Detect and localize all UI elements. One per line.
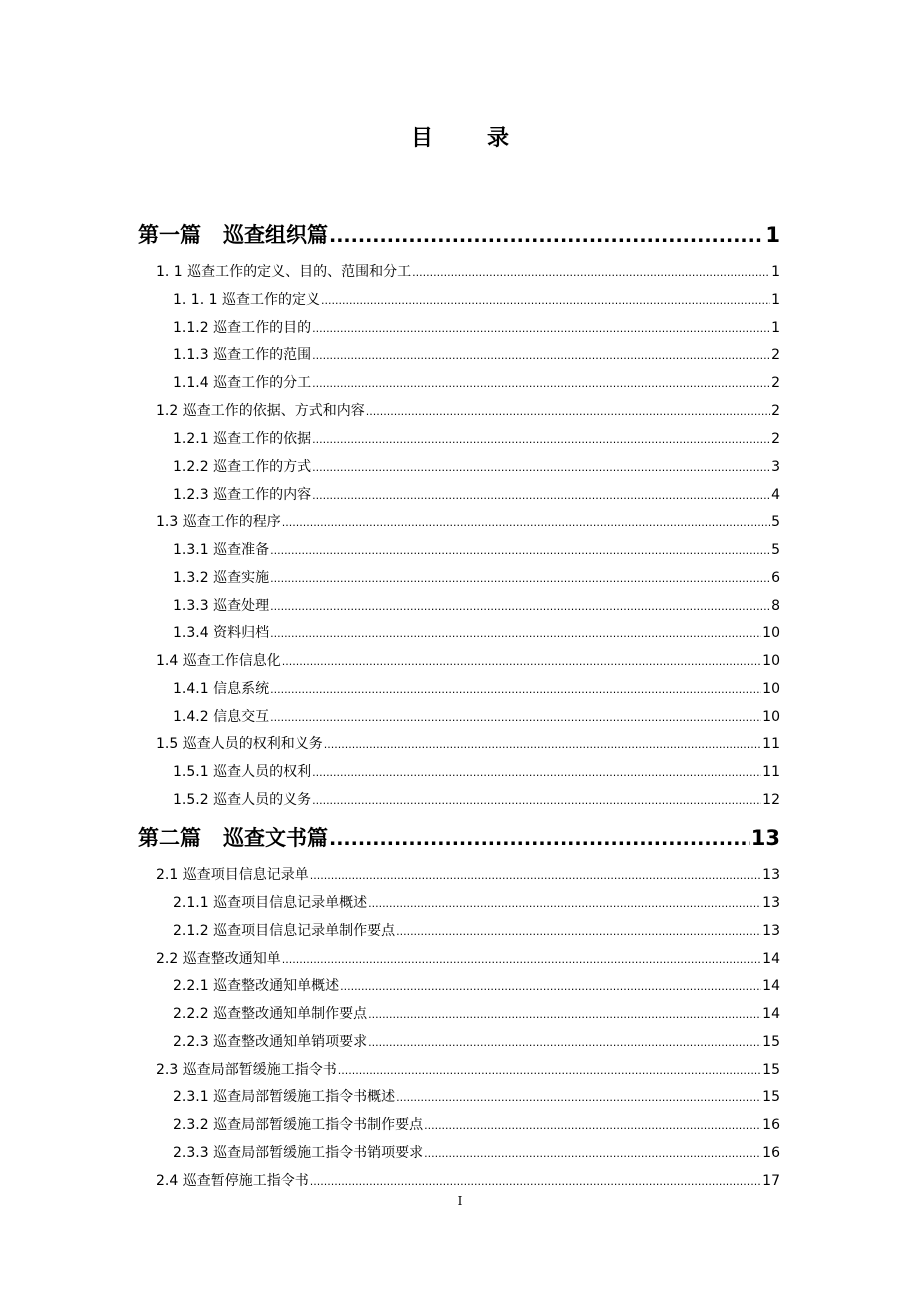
toc-entry[interactable]	[173, 678, 780, 698]
toc-leader	[312, 377, 770, 390]
toc-num: 2.3.3	[173, 1145, 209, 1161]
toc-num: 1. 1	[156, 264, 183, 280]
toc-page: 5	[771, 514, 780, 530]
toc-leader	[282, 516, 770, 529]
toc-leader	[412, 266, 770, 279]
toc-page: 10	[762, 653, 780, 669]
toc-entry[interactable]	[173, 317, 780, 337]
toc-num: 2.1	[156, 867, 179, 883]
toc-text: 巡查组织篇	[223, 223, 328, 247]
toc-num: 1.2.3	[173, 487, 209, 503]
toc-num: 1.1.3	[173, 347, 209, 363]
toc-leader	[329, 225, 764, 247]
toc-page: 13	[762, 867, 780, 883]
toc-num: 第一篇	[138, 223, 201, 247]
toc-entry[interactable]	[173, 706, 780, 726]
toc-text: 信息系统	[213, 681, 270, 697]
toc-num: 第二篇	[138, 826, 201, 850]
toc-num: 1.2.2	[173, 459, 209, 475]
toc-entry[interactable]	[173, 456, 780, 476]
toc-page: 1	[771, 320, 780, 336]
toc-leader	[321, 294, 770, 307]
toc-entry[interactable]	[156, 650, 780, 670]
toc-page: 6	[771, 570, 780, 586]
toc-text: 巡查整改通知单	[182, 951, 281, 967]
toc-text: 巡查处理	[213, 598, 270, 614]
toc-text: 资料归档	[213, 625, 270, 641]
toc-entry[interactable]	[173, 1031, 780, 1051]
toc-leader	[368, 897, 761, 910]
toc-leader	[270, 544, 770, 557]
toc-num: 1.4	[156, 653, 179, 669]
toc-leader	[312, 766, 761, 779]
toc-text: 巡查工作的程序	[182, 514, 281, 530]
toc-text: 巡查工作的定义	[221, 292, 320, 308]
toc-entry[interactable]	[173, 428, 780, 448]
toc-leader	[312, 349, 770, 362]
toc-entry[interactable]	[173, 372, 780, 392]
toc-entry[interactable]	[173, 344, 780, 364]
toc-page: 8	[771, 598, 780, 614]
toc-part-2[interactable]	[138, 822, 780, 852]
toc-page: 2	[771, 347, 780, 363]
toc-leader	[324, 738, 761, 751]
toc-page: 13	[762, 923, 780, 939]
toc-page: 14	[762, 951, 780, 967]
toc-num: 2.2.1	[173, 978, 209, 994]
toc-num: 1.3	[156, 514, 179, 530]
toc-leader	[424, 1147, 761, 1160]
toc-entry[interactable]	[173, 1003, 780, 1023]
toc-text: 巡查实施	[213, 570, 270, 586]
toc-entry[interactable]	[173, 595, 780, 615]
toc-leader	[396, 1091, 761, 1104]
toc-entry[interactable]	[173, 975, 780, 995]
toc-text: 巡查整改通知单制作要点	[213, 1006, 368, 1022]
toc-num: 2.3.2	[173, 1117, 209, 1133]
toc-page: 5	[771, 542, 780, 558]
toc-entry[interactable]	[156, 400, 780, 420]
toc-leader	[312, 433, 770, 446]
toc-num: 2.4	[156, 1173, 179, 1189]
toc-leader	[270, 683, 761, 696]
toc-text: 巡查工作信息化	[182, 653, 281, 669]
toc-num: 2.3.1	[173, 1089, 209, 1105]
toc-text: 巡查工作的内容	[213, 487, 312, 503]
toc-text: 巡查整改通知单销项要求	[213, 1034, 368, 1050]
toc-page: 15	[762, 1034, 780, 1050]
toc-text: 巡查工作的定义、目的、范围和分工	[187, 264, 412, 280]
toc-leader	[310, 1175, 761, 1188]
toc-leader	[282, 953, 761, 966]
toc-leader	[282, 655, 761, 668]
toc-page: 15	[762, 1089, 780, 1105]
toc-entry[interactable]	[156, 733, 780, 753]
toc-page: 11	[762, 764, 780, 780]
toc-page: 1	[765, 223, 780, 247]
toc-page: 1	[771, 292, 780, 308]
toc-num: 1.2	[156, 403, 179, 419]
toc-num: 1.3.3	[173, 598, 209, 614]
toc-leader	[338, 1064, 761, 1077]
toc-leader	[329, 828, 750, 850]
toc-text: 巡查局部暂缓施工指令书	[182, 1062, 337, 1078]
toc-num: 1.3.2	[173, 570, 209, 586]
toc-page: 12	[762, 792, 780, 808]
toc-text: 巡查工作的目的	[213, 320, 312, 336]
toc-num: 1.1.4	[173, 375, 209, 391]
toc-page: 4	[771, 487, 780, 503]
toc-num: 2.2.3	[173, 1034, 209, 1050]
toc-page: 13	[750, 826, 780, 850]
toc-entry[interactable]	[173, 567, 780, 587]
toc-num: 2.1.2	[173, 923, 209, 939]
toc-page: 14	[762, 978, 780, 994]
toc-text: 信息交互	[213, 709, 270, 725]
toc-leader	[368, 1036, 761, 1049]
toc-num: 1.2.1	[173, 431, 209, 447]
toc-text: 巡查局部暂缓施工指令书概述	[213, 1089, 396, 1105]
toc-entry[interactable]	[173, 761, 780, 781]
toc-entry[interactable]	[173, 789, 780, 809]
toc-num: 2.3	[156, 1062, 179, 1078]
toc-num: 1.3.4	[173, 625, 209, 641]
toc-entry[interactable]	[156, 864, 780, 884]
toc-page: 2	[771, 375, 780, 391]
toc-num: 1.5.2	[173, 792, 209, 808]
toc-text: 巡查人员的权利	[213, 764, 312, 780]
toc-leader	[366, 405, 770, 418]
toc-num: 1.5.1	[173, 764, 209, 780]
toc-entry[interactable]	[173, 892, 780, 912]
toc-entry[interactable]	[173, 539, 780, 559]
toc-page: 14	[762, 1006, 780, 1022]
toc-text: 巡查文书篇	[223, 826, 328, 850]
toc-leader	[270, 572, 770, 585]
toc-text: 巡查工作的方式	[213, 459, 312, 475]
toc-entry[interactable]	[156, 948, 780, 968]
toc-text: 巡查项目信息记录单概述	[213, 895, 368, 911]
toc-page: 16	[762, 1117, 780, 1133]
toc-leader	[312, 461, 770, 474]
toc-text: 巡查工作的依据	[213, 431, 312, 447]
title-char-2: 录	[487, 126, 510, 151]
toc-leader	[312, 322, 770, 335]
toc-entry[interactable]	[173, 920, 780, 940]
toc-leader	[312, 794, 761, 807]
toc-num: 2.2.2	[173, 1006, 209, 1022]
toc-leader	[396, 925, 761, 938]
toc-page: 1	[771, 264, 780, 280]
toc-page: 10	[762, 625, 780, 641]
toc-page: 3	[771, 459, 780, 475]
toc-page: 11	[762, 736, 780, 752]
toc-text: 巡查准备	[213, 542, 270, 558]
toc-text: 巡查项目信息记录单制作要点	[213, 923, 396, 939]
toc-entry[interactable]	[156, 1059, 780, 1079]
toc-text: 巡查暂停施工指令书	[182, 1173, 309, 1189]
toc-leader	[368, 1008, 761, 1021]
toc-text: 巡查局部暂缓施工指令书制作要点	[213, 1117, 424, 1133]
toc-leader	[310, 869, 761, 882]
toc-entry[interactable]	[156, 511, 780, 531]
title-char-1: 目	[410, 126, 433, 151]
toc-entry[interactable]	[156, 1170, 780, 1190]
toc-num: 1. 1. 1	[173, 292, 218, 308]
toc-num: 2.1.1	[173, 895, 209, 911]
toc-page: 2	[771, 431, 780, 447]
toc-text: 巡查人员的义务	[213, 792, 312, 808]
toc-text: 巡查整改通知单概述	[213, 978, 340, 994]
toc-entry[interactable]	[173, 1142, 780, 1162]
toc-page: 16	[762, 1145, 780, 1161]
toc-page: 13	[762, 895, 780, 911]
toc-leader	[340, 980, 761, 993]
toc-leader	[270, 711, 761, 724]
toc-num: 2.2	[156, 951, 179, 967]
page-number: I	[457, 1194, 463, 1208]
toc-page: 10	[762, 709, 780, 725]
toc-entry[interactable]	[173, 1086, 780, 1106]
toc-text: 巡查项目信息记录单	[182, 867, 309, 883]
toc-num: 1.4.2	[173, 709, 209, 725]
toc-page: 10	[762, 681, 780, 697]
toc-entry[interactable]	[173, 1114, 780, 1134]
toc-leader	[424, 1119, 761, 1132]
toc-entry[interactable]	[173, 484, 780, 504]
toc-num: 1.5	[156, 736, 179, 752]
toc-text: 巡查局部暂缓施工指令书销项要求	[213, 1145, 424, 1161]
toc-leader	[312, 489, 770, 502]
toc-page: 15	[762, 1062, 780, 1078]
toc-entry[interactable]	[173, 622, 780, 642]
toc-text: 巡查工作的范围	[213, 347, 312, 363]
toc-page: 2	[771, 403, 780, 419]
toc-leader	[270, 600, 770, 613]
toc-page: 17	[762, 1173, 780, 1189]
toc-part-1[interactable]	[138, 219, 780, 249]
toc-num: 1.1.2	[173, 320, 209, 336]
toc-entry[interactable]	[173, 289, 780, 309]
toc-text: 巡查工作的依据、方式和内容	[182, 403, 365, 419]
toc-num: 1.3.1	[173, 542, 209, 558]
toc-entry[interactable]	[156, 261, 780, 281]
toc-text: 巡查人员的权利和义务	[182, 736, 323, 752]
toc-text: 巡查工作的分工	[213, 375, 312, 391]
toc-leader	[270, 627, 761, 640]
toc-num: 1.4.1	[173, 681, 209, 697]
